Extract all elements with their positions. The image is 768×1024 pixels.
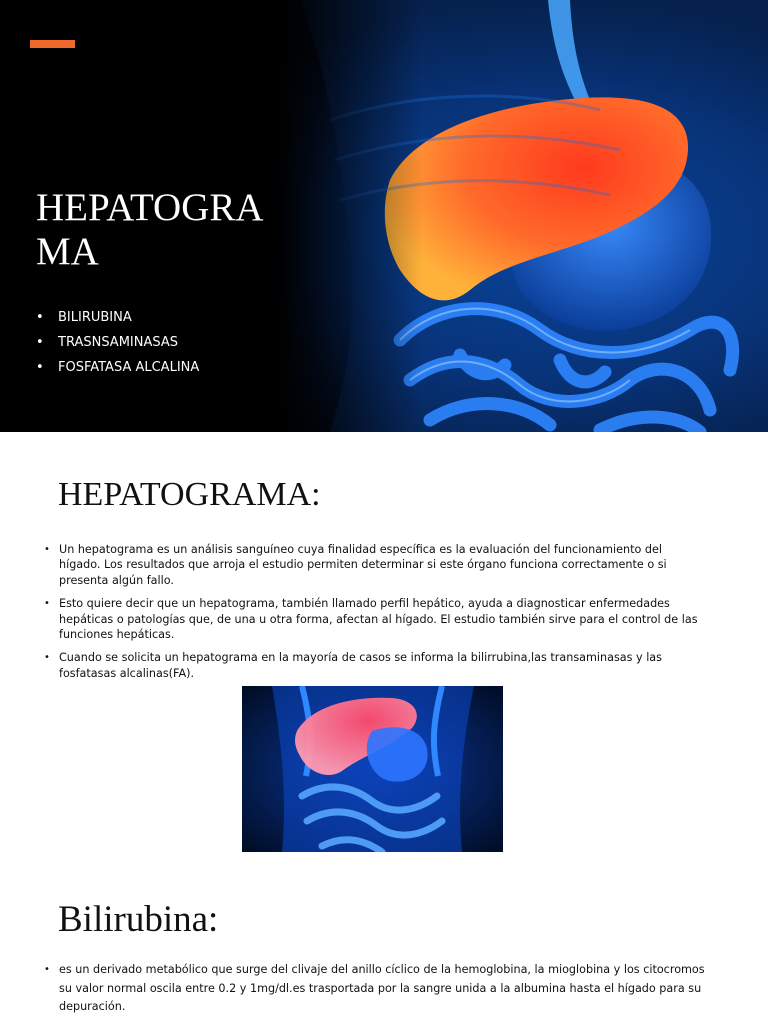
slide-heading: Bilirubina: [58, 899, 219, 940]
slide-heading: HEPATOGRAMA: [58, 476, 321, 513]
bullet-list [44, 961, 708, 1017]
bullet-list [44, 542, 704, 689]
accent-bar [30, 40, 75, 48]
list-item: • Esto quiere decir que un hepatograma, también llamado perfil hepático, ayuda a diagnosticar enfermedades hepáticas o patologías que, de una u otra forma, afectan al hígado. El estudio también sirve para el control de las funciones hepáticas. [44, 597, 698, 642]
bullet-icon: • [36, 310, 44, 325]
slide-title: HEPATOGRAMA [36, 186, 264, 273]
bullet-icon: • [44, 544, 50, 555]
list-item: • es un derivado metabólico que surge del clivaje del anillo cíclico de la hemoglobina, la mioglobina y los citocromos su valor normal oscila entre 0.2 y 1mg/dl.es trasportada por la sangre unida a la albumina hasta el hígado para su depuración. [44, 963, 705, 1014]
bullet-icon: • [44, 964, 50, 975]
list-item: • Cuando se solicita un hepatograma en la mayoría de casos se informa la bilirrubina,las transaminasas y las fosfatasas alcalinas(FA). [44, 651, 662, 680]
bullet-icon: • [36, 335, 44, 350]
list-item: • Un hepatograma es un análisis sanguíneo cuya finalidad específica es la evaluación del funcionamiento del hígado. Los resultados que arroja el estudio permiten determinar si este órgano funciona correctamente o si presenta algún fallo. [44, 543, 667, 587]
title-slide [0, 0, 768, 432]
bullet-icon: • [36, 360, 44, 375]
list-item: • FOSFATASA ALCALINA [36, 360, 200, 375]
bullet-icon: • [44, 598, 50, 610]
list-item: • TRASNSAMINASAS [36, 335, 179, 350]
hepatograma-slide [0, 432, 768, 864]
topic-list [36, 310, 199, 385]
liver-anatomy-image [242, 686, 503, 852]
bullet-icon: • [44, 652, 50, 664]
bilirubina-slide [0, 864, 768, 1024]
list-item: • BILIRUBINA [36, 310, 132, 325]
